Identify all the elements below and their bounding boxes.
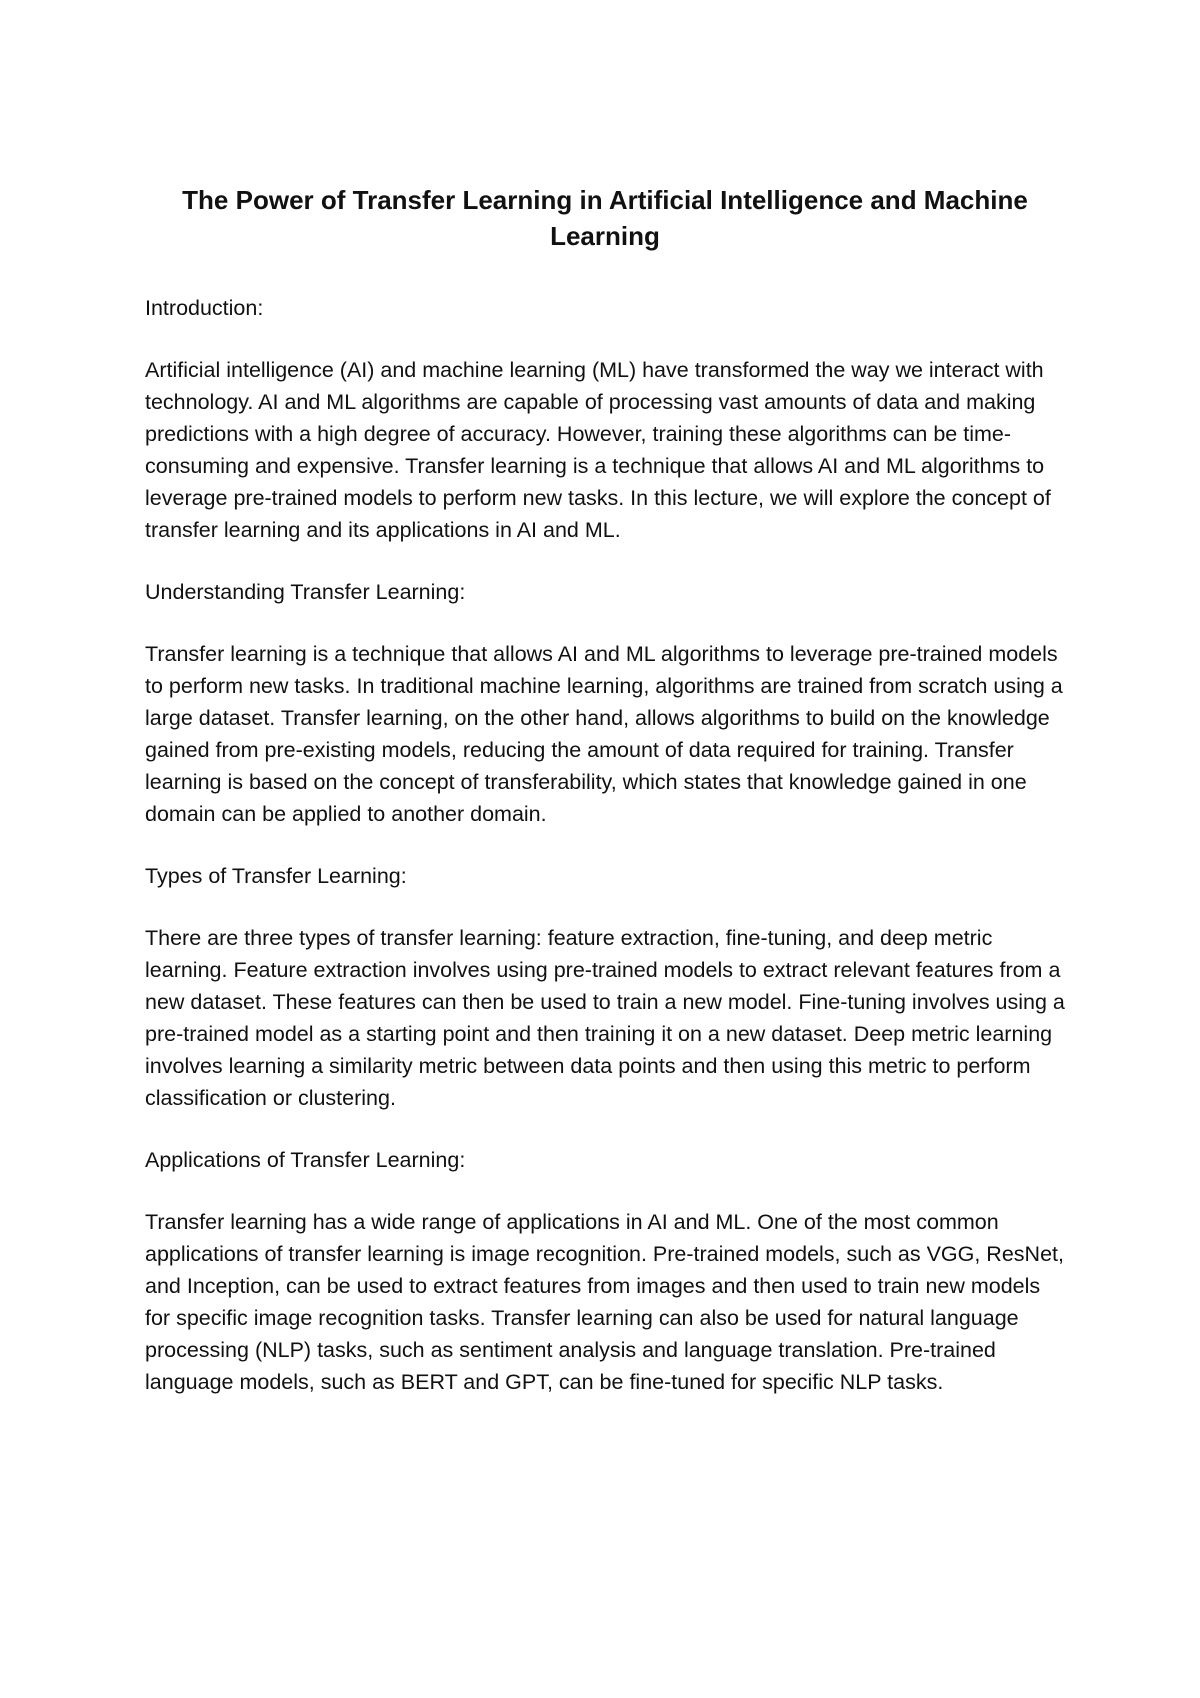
- document-body: [145, 182, 1065, 1428]
- paragraph-understanding: Transfer learning is a technique that allows AI and ML algorithms to leverage pre-trained models to perform new tasks. In traditional machine learning, algorithms are trained from scratch using a large dataset. Transfer learning, on the other hand, allows algorithms to build on the knowledge gained from pre-existing models, reducing the amount of data required for training. Transfer learning is based on the concept of transferability, which states that knowledge gained in one domain can be applied to another domain.: [145, 642, 1063, 826]
- section-heading-introduction: Introduction:: [145, 296, 264, 320]
- section-heading-understanding: Understanding Transfer Learning:: [145, 580, 466, 604]
- paragraph-types: There are three types of transfer learning: feature extraction, fine-tuning, and deep metric learning. Feature extraction involves using pre-trained models to extract relevant features from a new dataset. These features can then be used to train a new model. Fine-tuning involves using a pre-trained model as a starting point and then training it on a new dataset. Deep metric learning involves learning a similarity metric between data points and then using this metric to perform classification or clustering.: [145, 926, 1065, 1110]
- document-title: The Power of Transfer Learning in Artificial Intelligence and Machine Learning: [182, 185, 1028, 251]
- section-heading-types: Types of Transfer Learning:: [145, 864, 407, 888]
- paragraph-introduction: Artificial intelligence (AI) and machine learning (ML) have transformed the way we interact with technology. AI and ML algorithms are capable of processing vast amounts of data and making predictions with a high degree of accuracy. However, training these algorithms can be time-consuming and expensive. Transfer learning is a technique that allows AI and ML algorithms to leverage pre-trained models to perform new tasks. In this lecture, we will explore the concept of transfer learning and its applications in AI and ML.: [145, 358, 1051, 542]
- paragraph-applications: Transfer learning has a wide range of applications in AI and ML. One of the most common applications of transfer learning is image recognition. Pre-trained models, such as VGG, ResNet, and Inception, can be used to extract features from images and then used to train new models for specific image recognition tasks. Transfer learning can also be used for natural language processing (NLP) tasks, such as sentiment analysis and language translation. Pre-trained language models, such as BERT and GPT, can be fine-tuned for specific NLP tasks.: [145, 1210, 1064, 1394]
- section-heading-applications: Applications of Transfer Learning:: [145, 1148, 466, 1172]
